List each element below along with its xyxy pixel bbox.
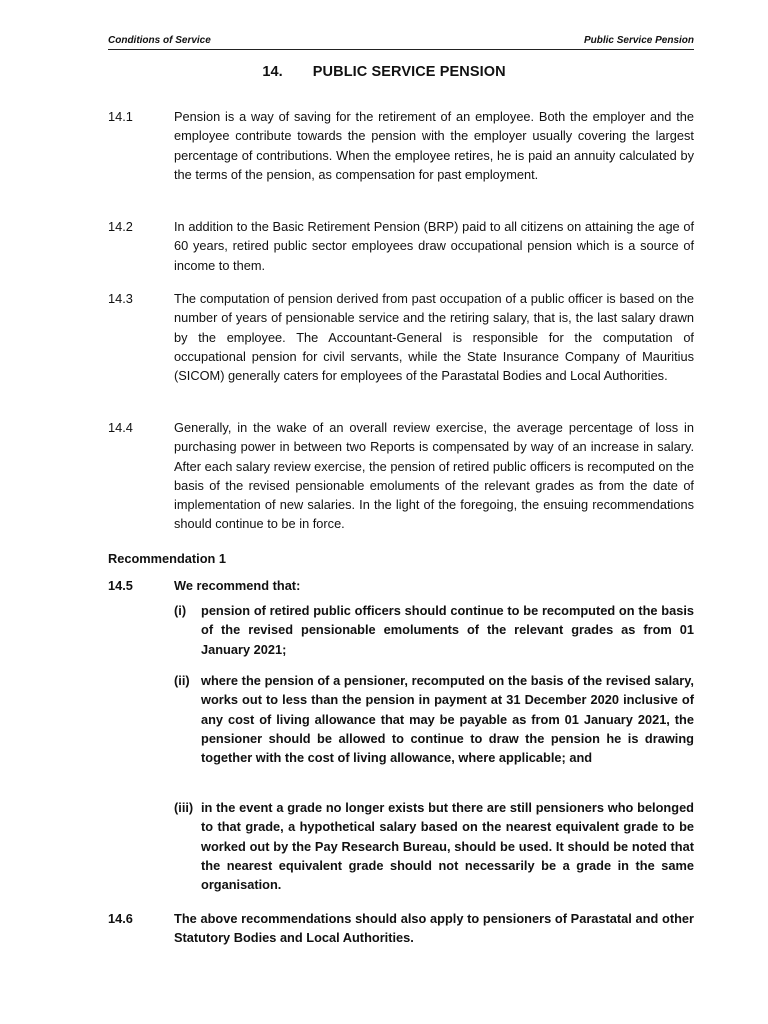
recommendation-item-i <box>174 601 694 659</box>
running-header <box>108 34 694 50</box>
item-text: in the event a grade no longer exists but there are still pensioners who belonged to that grade, a hypothetical salary based on the nearest equivalent grade to be worked out by the Pay Research Bureau, should be used. It should be noted that the nearest equivalent grade should not necessarily be a grade in the same organisation. <box>201 800 694 893</box>
section-number: 14.5 <box>108 578 133 593</box>
item-text: pension of retired public officers should continue to be recomputed on the basis of the revised pensionable emoluments of the relevant grades as from 01 January 2021; <box>201 603 694 657</box>
section-text: Generally, in the wake of an overall review exercise, the average percentage of loss in purchasing power in between two Reports is compensated by way of an increase in salary. After each salary review exercise, the pension of retired public officers is recomputed on the basis of the revised pensionable emoluments of the relevant grades as from the date of implementation of new salaries. In the light of the foregoing, the ensuing recommendations should continue to be in force. <box>174 420 694 532</box>
item-text: where the pension of a pensioner, recomputed on the basis of the revised salary, works out to less than the pension in payment at 31 December 2020 inclusive of any cost of living allowance that may be payable as from 01 January 2021, the pensioner should be allowed to continue to draw the pension he is drawing together with the cost of living allowance, where applicable; and <box>201 673 694 766</box>
recommendation-heading: Recommendation 1 <box>108 551 227 566</box>
section-number: 14.6 <box>108 911 133 926</box>
title-text: PUBLIC SERVICE PENSION <box>312 64 506 80</box>
section-text: The above recommendations should also apply to pensioners of Parastatal and other Statutory Bodies and Local Authorities. <box>174 911 694 946</box>
recommendation-item-ii <box>174 671 694 767</box>
section-14-3 <box>108 289 694 385</box>
section-14-4 <box>108 418 694 534</box>
recommendation-intro: We recommend that: <box>174 578 301 593</box>
section-14-5 <box>108 576 694 595</box>
item-label: (i) <box>174 603 187 618</box>
section-number: 14.1 <box>108 109 133 124</box>
section-text: The computation of pension derived from past occupation of a public officer is based on the number of years of pensionable service and the retiring salary, that is, the last salary drawn by the employee. The Accountant-General is responsible for the computation of occupational pension for civil servants, while the State Insurance Company of Mauritius (SICOM) generally caters for employees of the Parastatal Bodies and Local Authorities. <box>174 291 694 384</box>
header-right: Public Service Pension <box>583 35 694 46</box>
section-number: 14.4 <box>108 420 133 435</box>
header-left: Conditions of Service <box>108 35 211 46</box>
section-14-1 <box>108 107 694 184</box>
section-text: Pension is a way of saving for the retirement of an employee. Both the employer and the employee contribute towards the pension with the employer usually covering the largest percentage of contributions. When the employee retires, he is paid an annuity calculated by the terms of the pension, as compensation for past employment. <box>174 109 694 182</box>
item-label: (iii) <box>174 800 194 815</box>
section-14-2 <box>108 217 694 275</box>
section-number: 14.3 <box>108 291 133 306</box>
recommendation-item-iii <box>174 798 694 894</box>
item-label: (ii) <box>174 673 190 688</box>
page-title <box>0 64 768 80</box>
section-text: In addition to the Basic Retirement Pension (BRP) paid to all citizens on attaining the age of 60 years, retired public sector employees draw occupational pension which is a source of income to them. <box>174 219 694 273</box>
section-number: 14.2 <box>108 219 133 234</box>
section-14-6 <box>108 909 694 948</box>
title-number: 14. <box>262 64 283 80</box>
